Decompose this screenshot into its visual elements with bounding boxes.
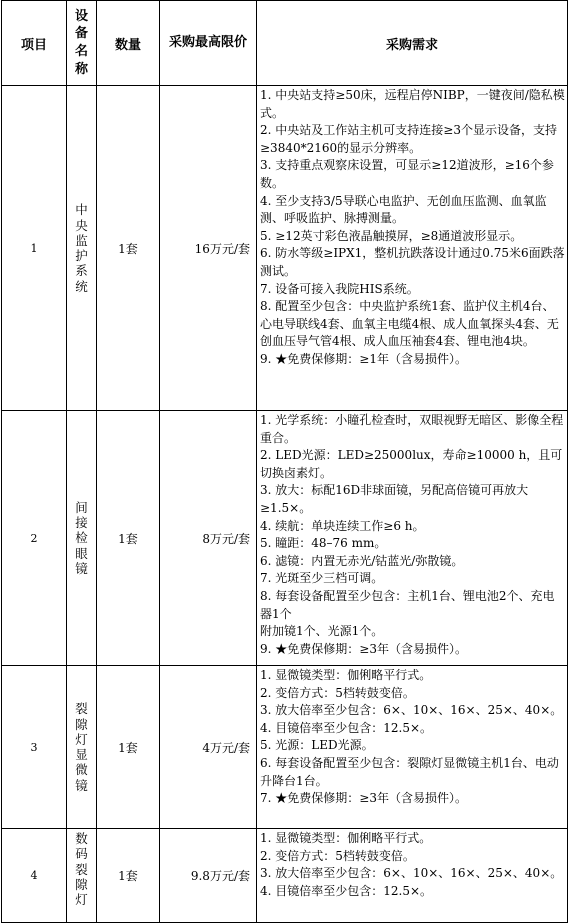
requirement-line: 3. 放大：标配16D非球面镜，另配高倍镜可再放大≥1.5×。: [260, 483, 529, 515]
table-row: [2, 411, 568, 666]
header-price: [160, 1, 257, 86]
procurement-table: [1, 0, 568, 923]
row-device-name-text: 裂隙灯显微镜: [75, 701, 88, 793]
requirement-line: 7. 设备可接入我院HIS系统。: [260, 281, 419, 296]
requirement-line: 1. 光学系统：小瞳孔检查时，双眼视野无暗区、影像全程重合。: [260, 413, 564, 445]
requirement-line: 1. 显微镜类型：伽俐略平行式。: [260, 831, 432, 845]
requirement-line: 9. ★免费保修期：≥1年（含易损件）。: [260, 351, 467, 366]
requirement-line: 4. 目镜倍率至少包含：12.5×。: [260, 720, 433, 735]
requirement-line: 3. 放大倍率至少包含：6×、10×、16×、25×、40×。: [260, 703, 563, 718]
row-device-name: [67, 411, 97, 666]
requirement-line: 2. 变倍方式：5档转鼓变倍。: [260, 848, 415, 863]
row-requirements: [257, 829, 568, 923]
requirement-line: 2. LED光源：LED≥25000lux，寿命≥10000 h，且可切换卤素灯。: [260, 448, 563, 480]
row-qty: 1套: [97, 411, 160, 666]
row-index: 1: [2, 86, 67, 411]
requirement-line: 4. 至少支持3/5导联心电监护、无创血压监测、血氧监测、呼吸监护、脉搏测量。: [260, 193, 547, 226]
requirement-line: 6. 滤镜：内置无赤光/钴蓝光/弥散镜。: [260, 553, 464, 568]
row-requirements: [257, 666, 568, 829]
row-index: 2: [2, 411, 67, 666]
header-row: [2, 1, 568, 86]
requirement-line: 4. 目镜倍率至少包含：12.5×。: [260, 883, 433, 898]
header-name: [67, 1, 97, 86]
requirement-line: 1. 显微镜类型：伽俐略平行式。: [260, 668, 432, 682]
requirement-line: 7. 光斑至少三档可调。: [260, 571, 384, 586]
row-qty: 1套: [97, 666, 160, 829]
row-requirements: [257, 411, 568, 666]
table-row: [2, 86, 568, 411]
row-device-name-text: 数码裂隙灯: [75, 831, 88, 907]
requirement-line: 9. ★免费保修期：≥3年（含易损件）。: [260, 641, 467, 656]
row-index: 3: [2, 666, 67, 829]
row-device-name-text: 间接检眼镜: [75, 499, 88, 576]
requirement-line: 附加镜1个、光源1个。: [260, 624, 384, 639]
row-index: 4: [2, 829, 67, 923]
row-device-name-text: 中央监护系统: [75, 202, 88, 294]
table-row: [2, 829, 568, 923]
row-requirements: [257, 86, 568, 411]
row-price: 8万元/套: [160, 411, 257, 666]
requirement-line: 8. 配置至少包含：中央监护系统1套、监护仪主机4台、心电导联线4套、血氧主电缆4根、成人血氧探头4套、无创血压导气管4根、成人血压袖套4套、锂电池4块。: [260, 299, 559, 349]
header-qty: 数量: [97, 1, 160, 86]
header-price-text: 采购最高限价: [168, 35, 247, 51]
requirement-line: 6. 防水等级≥IPX1，整机抗跌落设计通过0.75米6面跌落测试。: [260, 246, 565, 278]
row-price: 9.8万元/套: [160, 829, 257, 923]
requirement-line: 2. 中央站及工作站主机可支持连接≥3个显示设备，支持≥3840*2160的显示分辨率。: [260, 123, 557, 155]
row-qty: 1套: [97, 86, 160, 411]
row-device-name: [67, 666, 97, 829]
requirement-line: 5. 瞳距：48–76 mm。: [260, 536, 387, 551]
requirement-line: 3. 放大倍率至少包含：6×、10×、16×、25×、40×。: [260, 866, 563, 881]
requirement-line: 8. 每套设备配置至少包含：主机1台、锂电池2个、充电器1个: [260, 588, 555, 621]
requirement-line: 2. 变倍方式：5档转鼓变倍。: [260, 685, 415, 700]
header-name-text: 设备名称: [74, 8, 88, 77]
requirement-line: 5. ≥12英寸彩色液晶触摸屏，≥8通道波形显示。: [260, 228, 523, 243]
requirement-line: 6. 每套设备配置至少包含：裂隙灯显微镜主机1台、电动升降台1台。: [260, 755, 559, 788]
requirement-line: 4. 续航：单块连续工作≥6 h。: [260, 518, 425, 533]
header-req: 采购需求: [257, 1, 568, 86]
requirement-line: 5. 光源：LED光源。: [260, 738, 374, 753]
row-price: 16万元/套: [160, 86, 257, 411]
row-device-name: [67, 829, 97, 923]
requirement-line: 3. 支持重点观察床设置，可显示≥12道波形，≥16个参数。: [260, 158, 554, 190]
row-device-name: [67, 86, 97, 411]
requirement-line: 1. 中央站支持≥50床，远程启停NIBP，一键夜间/隐私模式。: [260, 88, 565, 120]
table-row: [2, 666, 568, 829]
row-price: 4万元/套: [160, 666, 257, 829]
row-qty: 1套: [97, 829, 160, 923]
requirement-line: 7. ★免费保修期：≥3年（含易损件）。: [260, 791, 467, 806]
header-index: 项目: [2, 1, 67, 86]
